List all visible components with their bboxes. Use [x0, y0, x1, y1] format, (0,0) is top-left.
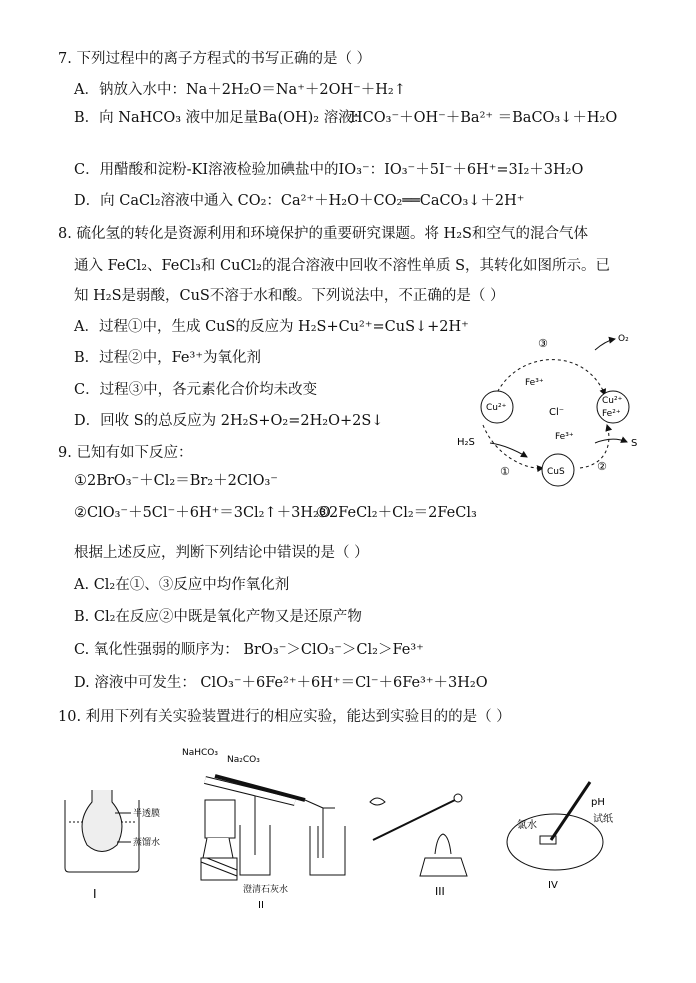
- q9-reaction-1: ①2BrO₃⁻＋Cl₂＝Br₂＋2ClO₃⁻: [74, 473, 278, 489]
- q8-stem-line1: 8. 硫化氢的转化是资源利用和环境保护的重要研究课题。将 H₂S和空气的混合气体: [58, 226, 588, 242]
- q9-reaction-2: ②ClO₃⁻＋5Cl⁻＋6H⁺＝3Cl₂↑＋3H₂O: [74, 505, 331, 521]
- s-label: S: [631, 438, 638, 449]
- cl-label: Cl⁻: [549, 407, 565, 418]
- q9-option-d: D. 溶液中可发生： ClO₃⁻＋6Fe²⁺＋6H⁺＝Cl⁻＋6Fe³⁺＋3H₂O: [74, 675, 488, 691]
- step2-label: ②: [597, 460, 607, 473]
- distilled-water-label: 蒸馏水: [133, 838, 161, 848]
- setup-3-flame: [370, 794, 467, 898]
- q9-stem: 9. 已知有如下反应：: [58, 445, 193, 461]
- q8-stem-line2: 通入 FeCl₂、FeCl₃和 CuCl₂的混合溶液中回收不溶性单质 S，其转化如图所示。已: [74, 258, 611, 274]
- membrane-label: 半透膜: [133, 809, 161, 819]
- q7-option-a: A．钠放入水中：Na＋2H₂O＝Na⁺＋2OH⁻＋H₂↑: [74, 82, 406, 98]
- q7-option-b-left: B．向 NaHCO₃ 液中加足量Ba(OH)₂ 溶液：: [74, 110, 368, 126]
- fe3-top-label: Fe³⁺: [525, 378, 544, 388]
- q7-stem: 7. 下列过程中的离子方程式的书写正确的是（ ）: [58, 51, 372, 67]
- fe3-bottom-label: Fe³⁺: [555, 432, 574, 442]
- fe2-right-label: Fe²⁺: [602, 409, 621, 419]
- limewater-label: 澄清石灰水: [243, 885, 289, 895]
- cu2-left-label: Cu²⁺: [486, 403, 507, 413]
- q9-ask: 根据上述反应，判断下列结论中错误的是（ ）: [74, 545, 369, 561]
- test-paper-label: 试纸: [593, 814, 613, 825]
- setup-1-number: I: [93, 887, 97, 901]
- setup-4-number: IV: [548, 880, 558, 891]
- o2-label: O₂: [618, 334, 629, 344]
- arrow-cu-to-fe: [495, 360, 605, 397]
- q9-option-b: B. Cl₂在反应②中既是氧化产物又是还原产物: [74, 609, 362, 625]
- q10-stem: 10. 利用下列有关实验装置进行的相应实验，能达到实验目的的是（ ）: [58, 709, 511, 725]
- q8-stem-line3: 知 H₂S是弱酸，CuS不溶于水和酸。下列说法中，不正确的是（ ）: [74, 288, 505, 304]
- arrow-cu-to-cus: [483, 425, 543, 468]
- q7-option-b-right: HCO₃⁻＋OH⁻＋Ba²⁺ ＝BaCO₃↓＋H₂O: [350, 110, 618, 126]
- na2co3-label: Na₂CO₃: [227, 755, 260, 765]
- setup-2-number: II: [258, 900, 264, 910]
- h2s-label: H₂S: [457, 437, 475, 448]
- q9-option-c: C. 氧化性强弱的顺序为： BrO₃⁻＞ClO₃⁻＞Cl₂＞Fe³⁺: [74, 642, 424, 658]
- q9-option-a: A. Cl₂在①、③反应中均作氧化剂: [74, 577, 290, 593]
- arrow-s: [595, 439, 627, 443]
- step1-label: ①: [500, 465, 510, 478]
- setup-3-number: III: [435, 885, 445, 898]
- chlorine-water-label: 氯水: [517, 820, 537, 831]
- q8-option-c: C．过程③中，各元素化合价均未改变: [74, 382, 318, 398]
- q8-option-d: D．回收 S的总反应为 2H₂S+O₂=2H₂O+2S↓: [74, 413, 384, 429]
- setup-4-ph-test: [507, 782, 613, 891]
- q8-option-a: A．过程①中，生成 CuS的反应为 H₂S+Cu²⁺=CuS↓+2H⁺: [74, 319, 469, 335]
- apparatus-figure: [55, 740, 655, 910]
- setup-2-heating: [182, 748, 345, 910]
- nahco3-label: NaHCO₃: [182, 748, 218, 758]
- q9-reaction-3: ③2FeCl₂＋Cl₂＝2FeCl₃: [316, 505, 477, 521]
- cycle-diagram: [455, 325, 660, 495]
- q7-option-c: C．用醋酸和淀粉-KI溶液检验加碘盐中的IO₃⁻：IO₃⁻＋5I⁻＋6H⁺=3I₂＋3H₂O: [74, 162, 584, 178]
- setup-1-dialysis: [65, 790, 160, 901]
- arrow-h2s: [490, 443, 527, 457]
- q8-option-b: B．过程②中，Fe³⁺为氧化剂: [74, 350, 261, 366]
- ph-label: pH: [591, 797, 605, 808]
- step3-label: ③: [538, 337, 548, 350]
- q7-option-d: D．向 CaCl₂溶液中通入 CO₂：Ca²⁺＋H₂O＋CO₂══CaCO₃↓＋2H⁺: [74, 193, 525, 209]
- arrow-o2: [595, 339, 615, 350]
- cu2-right-label: Cu²⁺: [602, 396, 623, 406]
- cus-label: CuS: [547, 467, 565, 477]
